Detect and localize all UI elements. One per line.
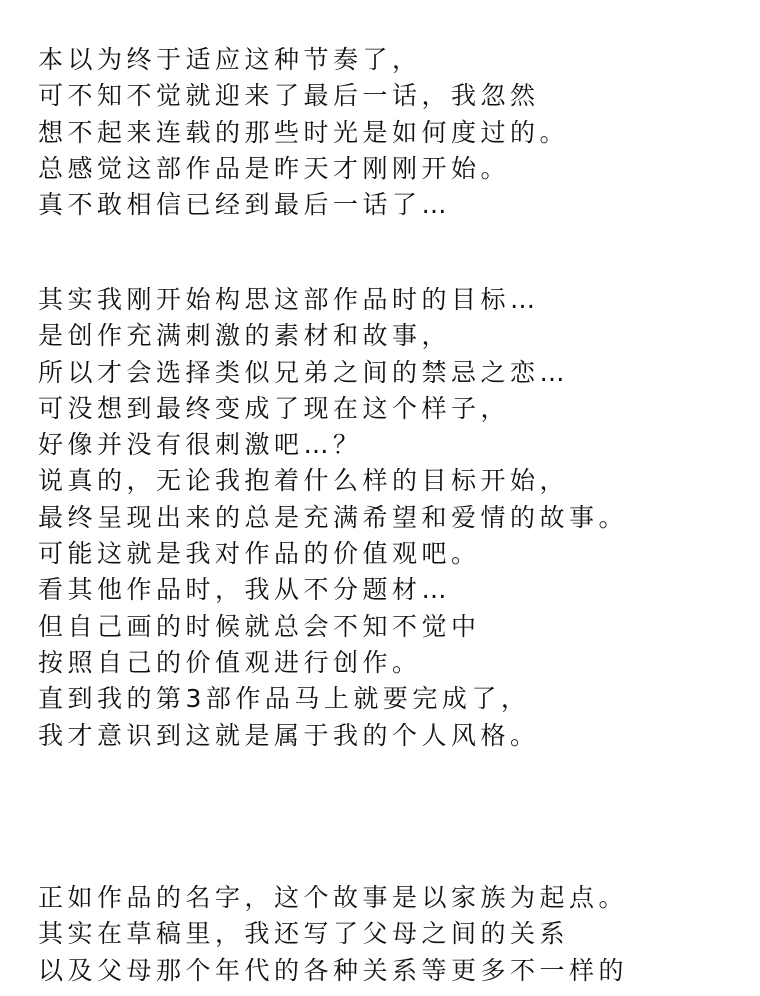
text-line: 其实在草稿里，我还写了父母之间的关系 <box>38 919 570 949</box>
text-line: 可能这就是我对作品的价值观吧。 <box>38 539 481 569</box>
text-line: 以及父母那个年代的各种关系等更多不一样的 <box>38 955 629 985</box>
text-line: 好像并没有很刺激吧…？ <box>38 430 363 460</box>
paragraph-1 <box>38 42 569 223</box>
text-line: 可不知不觉就迎来了最后一话，我忽然 <box>38 81 540 111</box>
text-line: 按照自己的价值观进行创作。 <box>38 647 422 677</box>
text-line: 但自己画的时候就总会不知不觉中 <box>38 611 481 641</box>
text-line: 总感觉这部作品是昨天才刚刚开始。 <box>38 153 511 183</box>
paragraph-2 <box>38 282 628 754</box>
text-line: 可没想到最终变成了现在这个样子， <box>38 393 511 423</box>
text-line: 直到我的第3部作品马上就要完成了， <box>38 684 531 714</box>
text-line: 真不敢相信已经到最后一话了… <box>38 190 452 220</box>
text-line: 想不起来连载的那些时光是如何度过的。 <box>38 117 570 147</box>
text-line: 我才意识到这就是属于我的个人风格。 <box>38 720 540 750</box>
paragraph-3 <box>38 880 628 989</box>
text-line: 是创作充满刺激的素材和故事， <box>38 321 452 351</box>
text-line: 说真的，无论我抱着什么样的目标开始， <box>38 466 570 496</box>
text-line: 所以才会选择类似兄弟之间的禁忌之恋… <box>38 357 570 387</box>
text-line: 看其他作品时，我从不分题材… <box>38 575 452 605</box>
text-line: 最终呈现出来的总是充满希望和爱情的故事。 <box>38 502 629 532</box>
text-line: 其实我刚开始构思这部作品时的目标… <box>38 285 540 314</box>
text-line: 本以为终于适应这种节奏了， <box>38 45 422 74</box>
text-line: 正如作品的名字，这个故事是以家族为起点。 <box>38 883 629 912</box>
